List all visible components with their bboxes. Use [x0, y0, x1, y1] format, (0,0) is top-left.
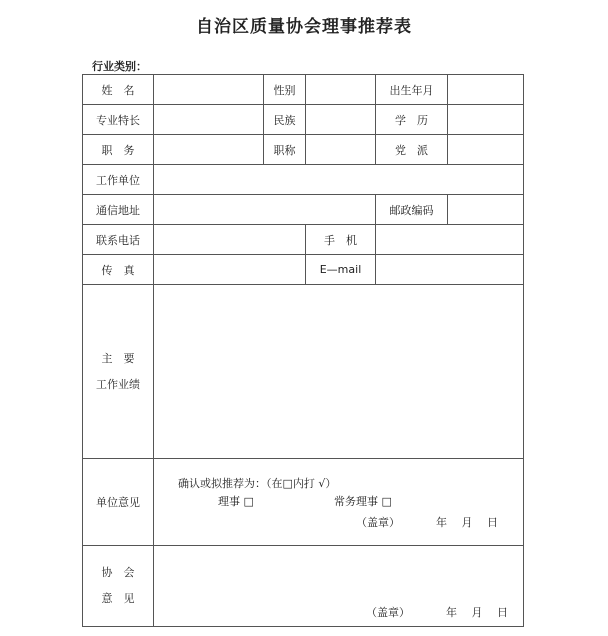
field-postcode[interactable]: [448, 195, 524, 225]
field-achievements[interactable]: [154, 285, 524, 459]
label-name: 姓 名: [83, 75, 154, 105]
field-workplace[interactable]: [154, 165, 524, 195]
row-address: [83, 195, 524, 225]
option-director-checkbox[interactable]: 理事 □: [218, 495, 254, 508]
label-party: 党 派: [376, 135, 448, 165]
association-seal-label: （盖章）: [366, 606, 410, 619]
industry-category-label: 行业类别：: [92, 60, 147, 73]
label-birth: 出生年月: [376, 75, 448, 105]
label-phone: 联系电话: [83, 225, 154, 255]
row-unit-opinion: [83, 459, 524, 546]
label-postcode: 邮政编码: [376, 195, 448, 225]
label-mobile: 手 机: [306, 225, 376, 255]
field-specialty[interactable]: [154, 105, 264, 135]
label-position: 职 务: [83, 135, 154, 165]
label-email: E—mail: [306, 255, 376, 285]
row-name: [83, 75, 524, 105]
label-specialty: 专业特长: [83, 105, 154, 135]
field-phone[interactable]: [154, 225, 306, 255]
field-position[interactable]: [154, 135, 264, 165]
label-gender: 性别: [264, 75, 306, 105]
field-fax[interactable]: [154, 255, 306, 285]
label-achievements-line1: 主 要: [101, 351, 135, 365]
field-title-rank[interactable]: [306, 135, 376, 165]
row-specialty: [83, 105, 524, 135]
field-association-opinion[interactable]: [154, 546, 524, 627]
label-education: 学 历: [376, 105, 448, 135]
field-birth[interactable]: [448, 75, 524, 105]
field-email[interactable]: [376, 255, 524, 285]
row-workplace: [83, 165, 524, 195]
field-unit-opinion[interactable]: [154, 459, 524, 546]
field-gender[interactable]: [306, 75, 376, 105]
label-association-line1: 协 会: [101, 566, 135, 579]
form-title: 自治区质量协会理事推荐表: [196, 17, 412, 37]
unit-seal-label: （盖章）: [356, 516, 400, 529]
unit-date-label: 年 月 日: [436, 516, 498, 529]
unit-opinion-prompt: 确认或拟推荐为：（在□内打 √）: [178, 477, 337, 490]
field-mobile[interactable]: [376, 225, 524, 255]
label-achievements-line2: 工作业绩: [96, 377, 140, 391]
label-achievements: [83, 285, 154, 459]
label-workplace: 工作单位: [83, 165, 154, 195]
row-achievements: [83, 285, 524, 459]
label-association-opinion: [83, 546, 154, 627]
label-association-line2: 意 见: [101, 592, 135, 605]
label-title-rank: 职称: [264, 135, 306, 165]
row-fax: [83, 255, 524, 285]
association-date-label: 年 月 日: [446, 606, 508, 619]
row-association-opinion: [83, 546, 524, 627]
field-party[interactable]: [448, 135, 524, 165]
label-ethnicity: 民族: [264, 105, 306, 135]
label-fax: 传 真: [83, 255, 154, 285]
recommendation-form-table: [82, 74, 524, 627]
field-name[interactable]: [154, 75, 264, 105]
label-unit-opinion: 单位意见: [83, 459, 154, 546]
field-ethnicity[interactable]: [306, 105, 376, 135]
row-position: [83, 135, 524, 165]
row-phone: [83, 225, 524, 255]
field-address[interactable]: [154, 195, 376, 225]
label-address: 通信地址: [83, 195, 154, 225]
option-standing-director-checkbox[interactable]: 常务理事 □: [334, 495, 392, 508]
field-education[interactable]: [448, 105, 524, 135]
